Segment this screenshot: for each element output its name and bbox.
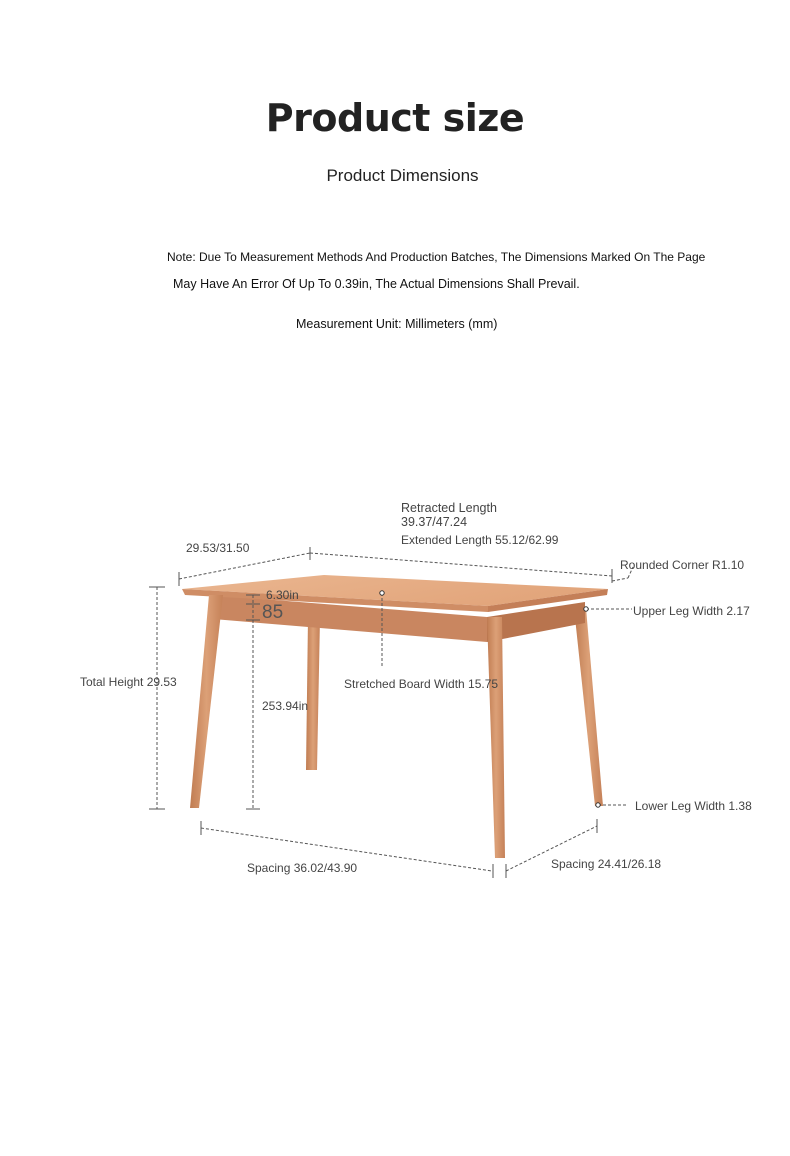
retracted-length-label: Retracted Length xyxy=(401,501,497,515)
table-back-leg-right xyxy=(574,608,603,806)
measurement-note-line-2: May Have An Error Of Up To 0.39in, The Actual Dimensions Shall Prevail. xyxy=(173,277,580,291)
page-title: Product size xyxy=(265,96,525,140)
lower-leg-width-label: Lower Leg Width 1.38 xyxy=(635,799,752,813)
measurement-note-line-1: Note: Due To Measurement Methods And Production Batches, The Dimensions Marked On The Page xyxy=(167,250,706,264)
apron-height-label: 6.30in xyxy=(266,588,299,602)
apron-height-mm-label: 85 xyxy=(262,602,284,623)
under-apron-height-label: 253.94in xyxy=(262,699,309,713)
table-front-leg-left xyxy=(190,595,223,808)
spacing-width-label: Spacing 24.41/26.18 xyxy=(551,857,662,871)
table-front-leg-right xyxy=(487,617,505,858)
spacing-length-label: Spacing 36.02/43.90 xyxy=(247,861,358,875)
table-back-leg-left xyxy=(306,618,320,770)
measurement-unit: Measurement Unit: Millimeters (mm) xyxy=(296,317,498,331)
rounded-corner-label: Rounded Corner R1.10 xyxy=(620,558,745,572)
page-subtitle: Product Dimensions xyxy=(326,166,479,185)
extended-length-label: Extended Length 55.12/62.99 xyxy=(401,533,559,547)
total-height-label: Total Height 29.53 xyxy=(80,675,177,689)
table-width-label: 29.53/31.50 xyxy=(186,541,250,555)
stretched-board-width-label: Stretched Board Width 15.75 xyxy=(344,677,499,691)
retracted-length-value: 39.37/47.24 xyxy=(401,515,468,529)
upper-leg-width-label: Upper Leg Width 2.17 xyxy=(633,604,750,618)
